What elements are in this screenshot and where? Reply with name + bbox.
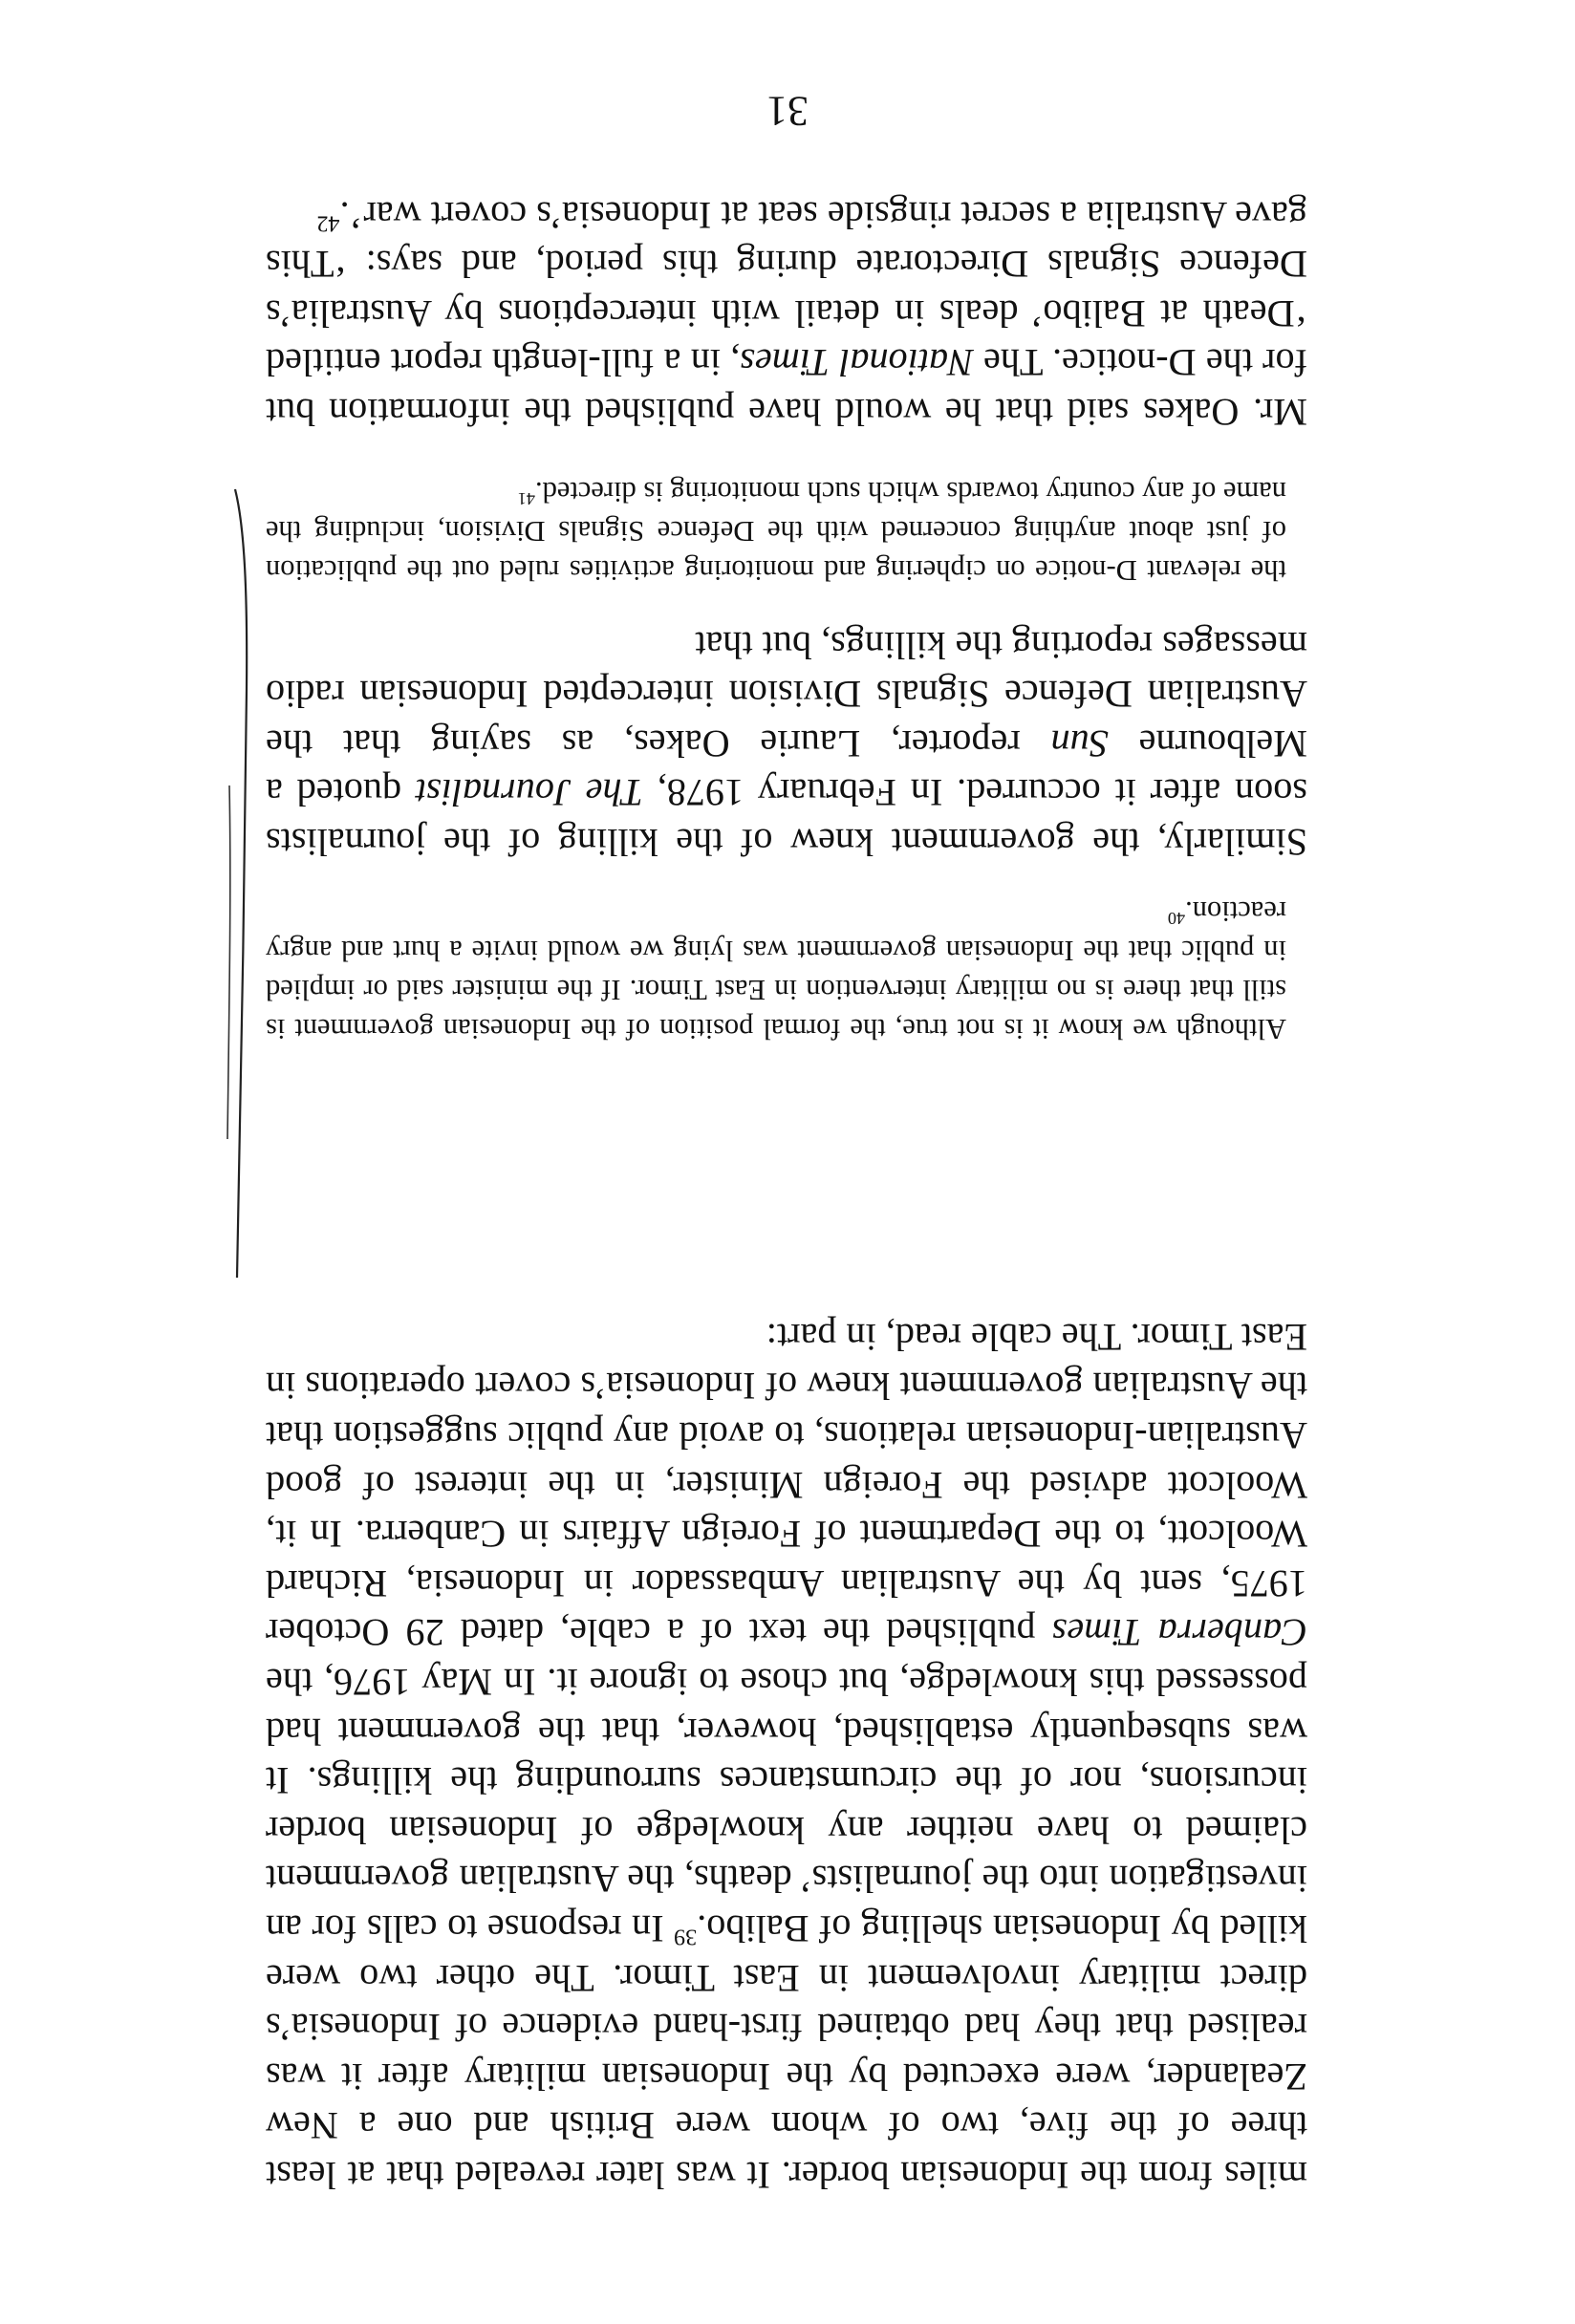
page-number: 31 — [766, 88, 809, 135]
block-quote-1 — [266, 892, 1286, 1048]
text-run: Although we know it is not true, the formal position of the Indonesian government is still that there is no military intervention in East Timor. If the minister said or implied in public that the Indonesian government was lying we would invite a hurt and angry reaction. — [266, 895, 1286, 1045]
footnote-ref: 39 — [674, 1924, 698, 1949]
footnote-ref: 42 — [316, 210, 340, 236]
text-run: the relevant D-notice on ciphering and monitoring activities ruled out the publication of just about anything concerned with the Defence Signals Division, including the name of any country towards which such monitoring is directed. — [266, 476, 1286, 587]
italic-title: Sun — [1050, 721, 1109, 765]
body-paragraph-3 — [266, 190, 1307, 437]
italic-title: The Journalist — [415, 771, 643, 815]
text-run: reporter, Laurie Oakes, as saying that the Australian Defence Signals Division intercepted Indonesian radio messages reporting the killings, but that — [266, 623, 1307, 765]
text-run: In response to calls for an investigation into the journalists’ deaths, the Australian government claimed to have neither any knowledge of Indonesian border incursions, nor of the circumstances surrounding the killings. It was subsequently established, however, that the government had possessed this knowledge, but chose to ignore it. In May 1976, the — [266, 1661, 1307, 1951]
text-run: , in a full-length report entitled ‘Death at Balibo’ deals in detail with interceptions by Australia’s Defence Signals Directorate during this period, and says: ‘This gave Australia a secret ringside seat at Indonesia’s covert war’. — [266, 193, 1307, 385]
body-paragraph-1 — [266, 1312, 1307, 2200]
margin-annotation-line — [218, 480, 266, 1282]
text-run: miles from the Indonesian border. It was later revealed that at least three of the five, two of whom were British and one a New Zealander, were executed by the Indonesian military after it was realised that they had obtained first-hand evidence of Indonesia’s direct military involvement in East Timor. The other two were killed by Indonesian shelling of Balibo. — [266, 1907, 1307, 2197]
italic-title: Canberra Times — [1051, 1611, 1307, 1655]
body-paragraph-2 — [266, 620, 1307, 867]
block-quote-2 — [266, 472, 1286, 590]
italic-title: National Times — [740, 341, 974, 385]
text-run: published the text of a cable, dated 29 October 1975, sent by the Australian Ambassador in Indonesia, Richard Woolcott, to the Department of Foreign Affairs in Canberra. In it, Woolcott advised the Foreign Minister, in the interest of good Australian-Indonesian relations, to avoid any public suggestion that the Australian government knew of Indonesia’s covert operations in East Timor. The cable read, in part: — [266, 1315, 1307, 1655]
text-run: Similarly, the government knew of the killing of the journalists soon after it occurred. In February 1978, — [266, 771, 1307, 864]
footnote-ref: 41 — [517, 489, 535, 509]
text-run: quoted a Melbourne — [266, 721, 1307, 815]
footnote-ref: 40 — [1167, 909, 1186, 929]
text-run: Mr. Oakes said that he would have published the information but for the D-notice. The — [266, 341, 1307, 434]
